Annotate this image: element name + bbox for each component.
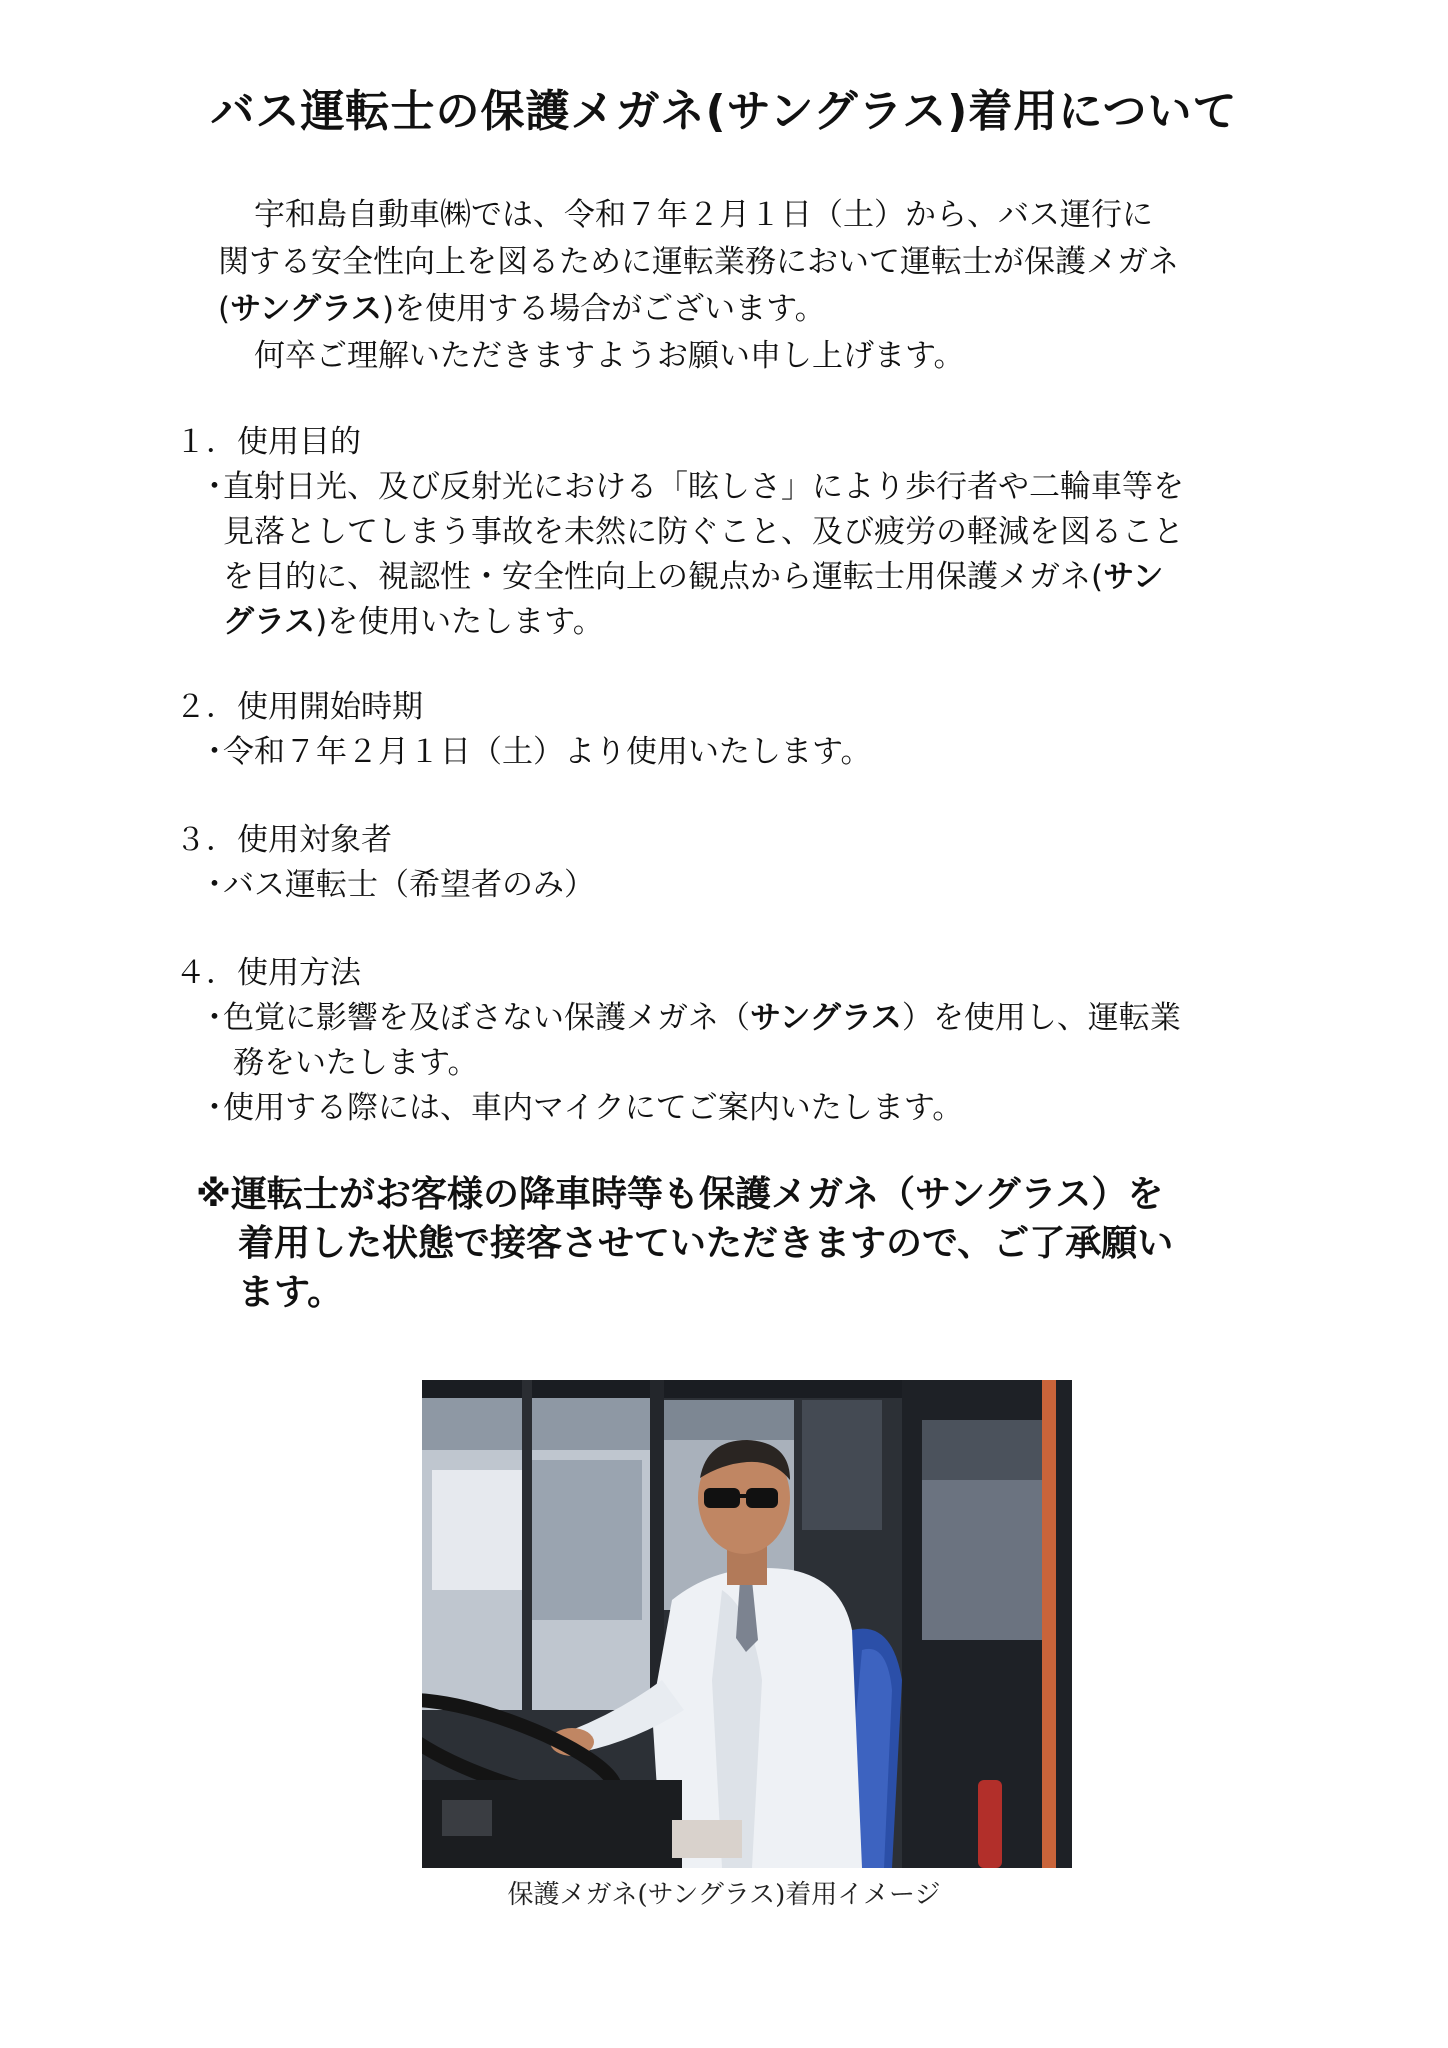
bullet-continuation: [175, 1041, 1295, 1086]
section-heading: ３．使用対象者: [175, 822, 392, 858]
bullet-icon: ・: [199, 867, 230, 903]
intro-text: )を使用する場合がございます。: [382, 291, 826, 327]
section-heading: ４．使用方法: [175, 955, 361, 991]
intro-line: 何卒ご理解いただきますようお願い申し上げます。: [254, 338, 965, 374]
bullet-text: ）を使用し、運転業: [901, 1000, 1181, 1036]
bus-driver-photo-icon: [422, 1380, 1072, 1868]
bullet-icon: ・: [199, 1000, 230, 1036]
intro-emphasis: サングラス: [230, 291, 383, 327]
bullet-item: [175, 863, 1295, 908]
bullet-continuation: [175, 510, 1295, 555]
bullet-item: [175, 1086, 1295, 1131]
intro-line: [218, 286, 1288, 333]
bullet-text: 見落としてしまう事故を未然に防ぐこと、及び疲労の軽減を図ること: [223, 514, 1184, 550]
bullet-icon: ・: [199, 734, 230, 770]
bullet-continuation: [175, 555, 1295, 600]
bullet-text: 務をいたします。: [233, 1045, 479, 1081]
bullet-icon: ・: [199, 1090, 230, 1126]
bullet-emphasis: サン: [1103, 559, 1164, 595]
bullet-continuation: [175, 600, 1295, 645]
notice-line: 着用した状態で接客させていただきますので、ご了承願い: [238, 1223, 1174, 1264]
section-purpose: [175, 420, 1295, 645]
bus-driver-photo: [422, 1380, 1072, 1868]
section-heading: ２．使用開始時期: [175, 689, 423, 725]
bullet-text: バス運転士（希望者のみ）: [223, 867, 595, 903]
bullet-text: 令和７年２月１日（土）より使用いたします。: [223, 734, 872, 770]
intro-line: 関する安全性向上を図るために運転業務において運転士が保護メガネ: [218, 244, 1179, 280]
section-target: [175, 818, 1295, 908]
page-title: バス運転士の保護メガネ(サングラス)着用について: [210, 86, 1238, 137]
bullet-item: [175, 465, 1295, 510]
notice-line: ます。: [238, 1272, 344, 1313]
photo-caption: 保護メガネ(サングラス)着用イメージ: [507, 1880, 941, 1910]
intro-line: 宇和島自動車㈱では、令和７年２月１日（土）から、バス運行に: [254, 197, 1153, 233]
bullet-text: 使用する際には、車内マイクにてご案内いたします。: [223, 1090, 964, 1126]
bullet-item: [175, 730, 1295, 775]
section-heading: １．使用目的: [175, 424, 361, 460]
bullet-item: [175, 996, 1295, 1041]
notice-block: [196, 1170, 1276, 1317]
bullet-text: 直射日光、及び反射光における「眩しさ」により歩行者や二輪車等を: [223, 469, 1184, 505]
bullet-text: )を使用いたします。: [315, 604, 604, 640]
intro-text: (: [218, 291, 231, 327]
bullet-text: を目的に、視認性・安全性向上の観点から運転士用保護メガネ(: [223, 559, 1104, 595]
section-start-date: [175, 685, 1295, 775]
intro-paragraph: [218, 192, 1288, 380]
section-method: [175, 951, 1295, 1131]
notice-line: ※運転士がお客様の降車時等も保護メガネ（サングラス）を: [196, 1174, 1164, 1215]
bullet-text: 色覚に影響を及ぼさない保護メガネ（: [223, 1000, 750, 1036]
bullet-emphasis: サングラス: [750, 1000, 902, 1036]
bullet-emphasis: グラス: [223, 604, 316, 640]
bullet-icon: ・: [199, 469, 230, 505]
